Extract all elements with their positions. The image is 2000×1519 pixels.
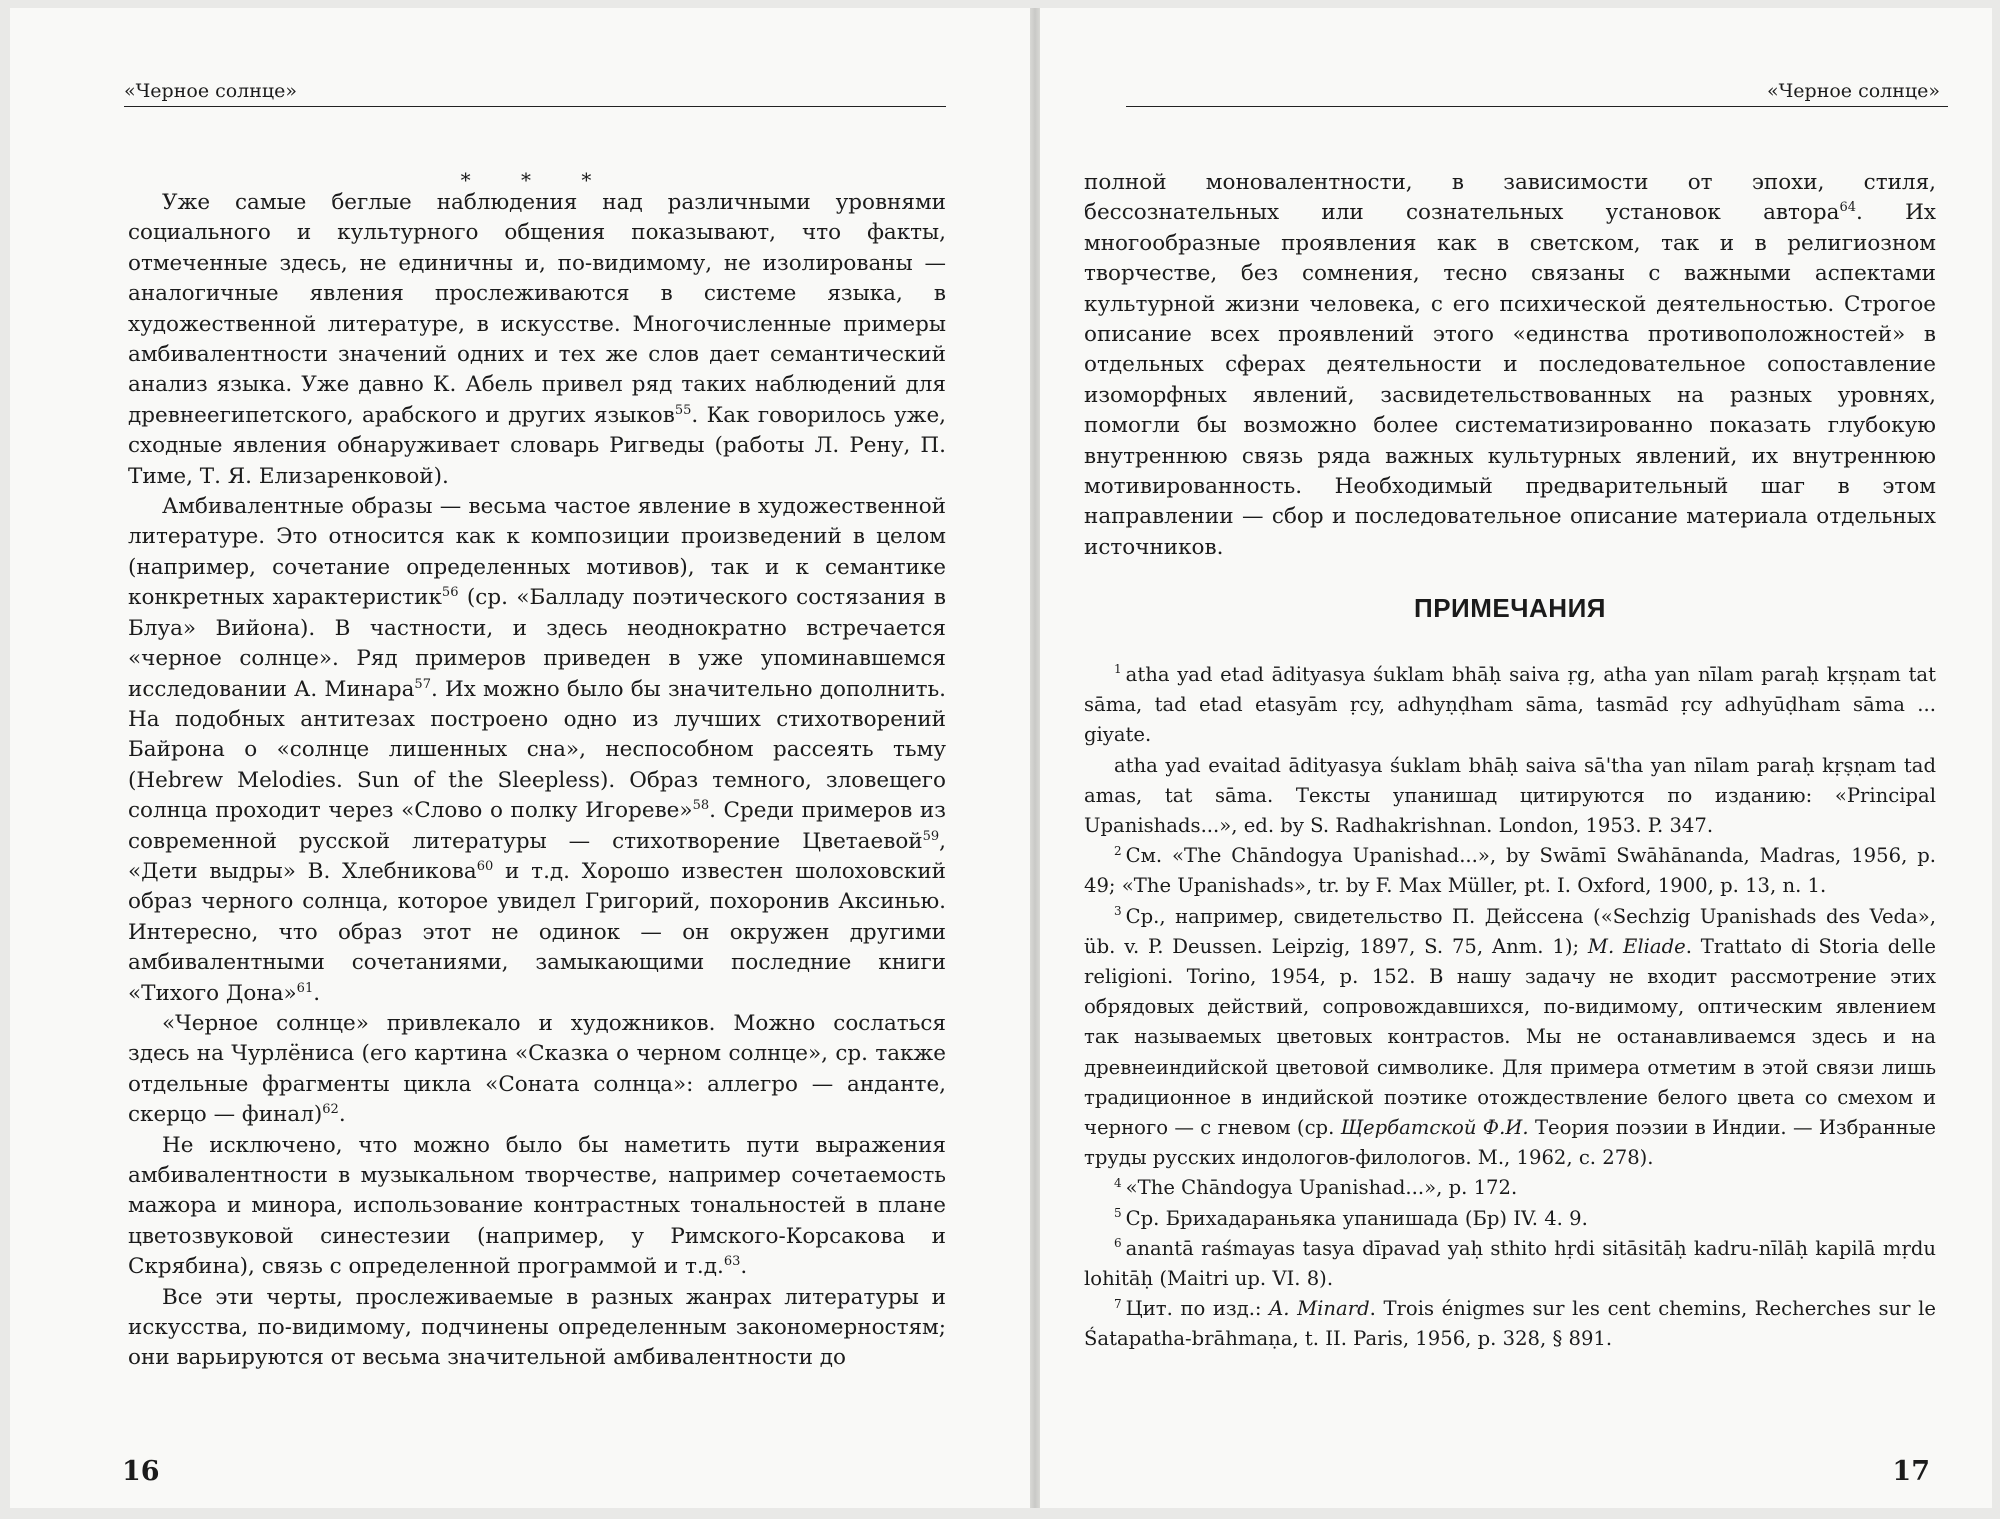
note-item xyxy=(1084,660,1936,751)
header-rule xyxy=(124,106,946,107)
footnote-ref: 57 xyxy=(414,676,431,692)
text-run: . Trois énigmes sur les cent chemins, Recherches sur le Śatapatha-brāhmaṇa, t. II. Paris, 1956, p. 328, § 891. xyxy=(1084,1297,1936,1351)
text-run: Уже самые беглые наблюдения над различными уровнями социального и культурного общения показывают, что факты, отмеченные здесь, не единичны и, по-видимому, не изолированы — аналогичные явления прослеживаются в системе языка, в художественной литературе, в искусстве. Многочисленные примеры амбивалентности значений одних и тех же слов дает семантический анализ языка. Уже давно К. Абель привел ряд таких наблюдений для древнеегипетского, арабского и других языков xyxy=(128,190,946,428)
text-run: . Их можно было бы значительно дополнить. На подобных антитезах построено одно из лучших стихотворений Байрона о «солнце лишенных сна», неспособном рассеять тьму (Hebrew Melodies. Sun of the Sleepless). Образ темного, зловещего солнца проходит через «Слово о полку Игореве» xyxy=(128,676,947,824)
running-head: «Черное солнце» xyxy=(124,80,298,102)
text-run: Цит. по изд.: xyxy=(1125,1297,1270,1321)
footnote-ref: 60 xyxy=(476,858,494,874)
paragraph xyxy=(128,1283,946,1374)
note-item xyxy=(1084,1204,1936,1234)
text-run: anantā raśmayas tasya dīpavad yaḥ sthito hṛdi sitāsitāḥ kadru-nīlāḥ kapilā mṛdu lohitāḥ (Maitri up. VI. 8). xyxy=(1084,1236,1936,1291)
note-number: 3 xyxy=(1114,904,1122,919)
text-run: (ср. «Балладу поэтического состязания в Блуа» Вийона). В частности, и здесь неоднократно встречается «черное солнце». Ряд примеров приведен в уже упоминавшемся исследовании А. Минара xyxy=(128,585,946,702)
paragraph xyxy=(1084,168,1936,563)
text-run: . xyxy=(338,1102,346,1128)
book-gutter xyxy=(1030,8,1040,1508)
text-run: . Их многообразные проявления как в светском, так и в религиозном творчестве, без сомнения, тесно связаны с важными аспектами культурной жизни человека, с его психической деятельностью. Строгое описание всех проявлений этого «единства противоположностей» в отдельных сферах деятельности и последовательное сопоставление изоморфных явлений, засвидетельствованных на разных уровнях, помогли бы возможно более систематизированно показать глубокую внутреннюю связь ряда важных культурных явлений, их внутреннюю мотивированность. Необходимый предварительный шаг в этом направлении — сбор и последовательное описание материала отдельных источников. xyxy=(1084,200,1937,560)
left-body-text xyxy=(128,188,946,1374)
note-item xyxy=(1084,902,1936,1174)
text-run: . Как говорилось уже, сходные явления обнаруживает словарь Ригведы (работы Л. Рену, П. Тиме, Т. Я. Елизаренковой). xyxy=(128,402,946,489)
paragraph xyxy=(128,1009,946,1131)
author-name: A. Minard xyxy=(1269,1297,1370,1321)
note-number: 2 xyxy=(1114,843,1122,858)
header-rule xyxy=(1126,106,1948,107)
paragraph xyxy=(128,492,946,1009)
text-run: . xyxy=(313,980,321,1006)
text-run: «The Chāndogya Upanishad...», p. 172. xyxy=(1125,1176,1518,1200)
text-run: и т.д. Хорошо известен шолоховский образ черного солнца, которое увидел Григорий, похоронив Аксинью. Интересно, что образ этот не одинок — он окружен другими амбивалентными сочетаниями, замыкающими последние книги «Тихого Дона» xyxy=(128,858,946,1006)
note-item xyxy=(1084,1294,1936,1354)
text-run: Амбивалентные образы — весьма частое явление в художественной литературе. Это относится как к композиции произведений в целом (например, сочетание определенных мотивов), так и к семантике конкретных характеристик xyxy=(128,494,946,611)
notes-heading: ПРИМЕЧАНИЯ xyxy=(1414,593,1606,623)
text-run: atha yad etad ādityasya śuklam bhāḥ saiva ṛg, atha yan nīlam paraḥ kṛṣṇam tat sāma, tad etad etasyām ṛcy, adhyṇḍham sāma, tasmād ṛcy adhyūḍham sāma ... giyate. xyxy=(1084,663,1936,747)
note-item xyxy=(1084,1173,1936,1203)
page-number: 16 xyxy=(122,1456,160,1487)
note-number: 7 xyxy=(1114,1296,1122,1311)
text-run: Не исключено, что можно было бы наметить пути выражения амбивалентности в музыкальном творчестве, например сочетаемость мажора и минора, использование контрастных тональностей в плане цветозвуковой синестезии (например, у Римского-Корсакова и Скрябина), связь с определенной программой и т.д. xyxy=(128,1132,946,1280)
right-page xyxy=(1040,8,1992,1508)
text-run: См. «The Chāndogya Upanishad...», by Swāmī Swāhānanda, Madras, 1956, p. 49; «The Upanishads», tr. by F. Max Müller, pt. I. Oxford, 1900, p. 13, n. 1. xyxy=(1084,844,1936,898)
note-item xyxy=(1084,841,1936,901)
text-run: «Черное солнце» привлекало и художников. Можно сослаться здесь на Чурлёниса (его картина «Сказка о черном солнце», ср. также отдельные фрагменты цикла «Соната солнца»: аллегро — анданте, скерцо — финал) xyxy=(128,1010,946,1128)
text-run: atha yad evaitad ādityasya śuklam bhāḥ saiva sā'tha yan nīlam paraḥ kṛṣṇam tad amas, tat sāma. Тексты упанишад цитируются по изданию: «Principal Upanishads...», ed. by S. Radhakrishnan. London, 1953. P. 347. xyxy=(1084,753,1936,838)
notes-list xyxy=(1084,660,1936,1355)
text-run: . Среди примеров из современной русской литературы — стихотворение Цветаевой xyxy=(128,798,946,854)
author-name: M. Eliade xyxy=(1587,934,1686,958)
footnote-ref: 62 xyxy=(322,1102,339,1118)
note-number: 5 xyxy=(1114,1206,1122,1221)
text-run: . Trattato di Storia delle religioni. Torino, 1954, p. 152. В нашу задачу не входит рассмотрение этих обрядовых действий, сопровождавшихся, по-видимому, оптическим явлением так называемых цветовых контрастов. Мы не останавливаемся здесь и на древнеиндийской цветовой символике. Для примера отметим в этой связи лишь традиционное в индийской поэтике отождествление белого цвета со смехом и черного — с гневом (ср. xyxy=(1084,934,1936,1140)
footnote-ref: 55 xyxy=(674,402,692,418)
footnote-ref: 58 xyxy=(692,797,710,813)
footnote-ref: 61 xyxy=(296,980,314,996)
note-number: 4 xyxy=(1114,1175,1122,1190)
text-run: Все эти черты, прослеживаемые в разных жанрах литературы и искусства, по-видимому, подчинены определенным закономерностям; они варьируются от весьма значительной амбивалентности до xyxy=(128,1284,946,1371)
author-name: Щербатской Ф.И. xyxy=(1340,1116,1529,1140)
left-page xyxy=(10,8,1030,1508)
running-head: «Черное солнце» xyxy=(1766,80,1940,102)
text-run: Теория поэзии в Индии. — Избранные труды русских индологов-филологов. М., 1962, с. 278). xyxy=(1084,1116,1937,1170)
page-number: 17 xyxy=(1892,1456,1930,1487)
text-run: , «Дети выдры» В. Хлебникова xyxy=(128,828,946,884)
note-number: 1 xyxy=(1114,662,1122,677)
text-run: полной моновалентности, в зависимости от эпохи, стиля, бессознательных или сознательных установок автора xyxy=(1084,170,1936,226)
note-item xyxy=(1084,1234,1936,1294)
footnote-ref: 64 xyxy=(1839,200,1857,216)
text-run: Ср., например, свидетельство П. Дейссена («Sechzig Upanishads des Veda», üb. v. P. Deussen. Leipzig, 1897, S. 75, Anm. 1); xyxy=(1084,904,1936,958)
text-run: . xyxy=(740,1254,748,1280)
paragraph xyxy=(128,1131,946,1283)
right-body-text xyxy=(1084,168,1936,563)
section-asterism: * * * xyxy=(460,168,614,192)
text-run: Ср. Брихадараньяка упанишада (Бр) IV. 4. 9. xyxy=(1125,1206,1588,1230)
footnote-ref: 56 xyxy=(441,585,459,601)
paragraph xyxy=(128,188,946,492)
footnote-ref: 59 xyxy=(922,828,940,844)
note-item xyxy=(1084,751,1936,842)
note-number: 6 xyxy=(1114,1236,1122,1251)
footnote-ref: 63 xyxy=(723,1254,741,1270)
